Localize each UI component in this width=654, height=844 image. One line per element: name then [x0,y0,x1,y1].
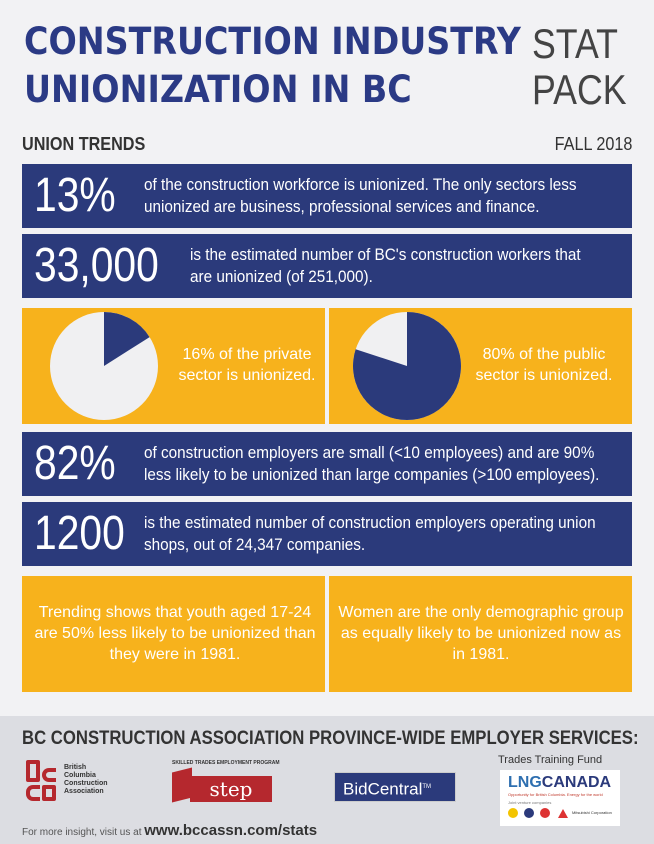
trades-training-fund-label: Trades Training Fund [498,754,603,766]
bcca-logo[interactable] [24,760,144,808]
section-subtitle: UNION TRENDS [22,134,146,154]
stat-band-union-shops [22,502,632,566]
season-label: FALL 2018 [554,134,632,154]
canada-text: CANADA [541,774,612,791]
bcca-logo-mark [24,760,60,808]
lng-canada-wordmark [508,774,611,792]
pie-panel-private [22,308,325,424]
step-logo-mark [172,768,192,803]
stat-big-number: 1200 [34,507,125,560]
mitsubishi-label: Mitsubishi Corporation [572,810,612,815]
step-logo-word: step [190,776,272,802]
visit-footer [22,822,317,839]
website-link[interactable]: www.bccassn.com/stats [144,822,318,839]
lng-canada-tagline: Opportunity for British Columbia. Energy for the world [508,792,603,797]
stat-pack-label-2: PACK [532,66,627,113]
title-line-2: UNIONIZATION IN BC [24,68,412,111]
stat-big-number: 82% [34,437,116,490]
petronas-icon [524,808,534,818]
pie-panel-public [329,308,632,424]
stat-description: of construction employers are small (<10 employees) and are 90% less likely to be unionized than large companies (>100 employees). [144,443,600,484]
footer-title: BC CONSTRUCTION ASSOCIATION PROVINCE-WIDE EMPLOYER SERVICES: [22,728,639,749]
bcca-text-line: Association [64,788,104,795]
stat-band-workforce [22,164,632,228]
fact-text-women: Women are the only demographic group as equally likely to be unionized now as in 1981. [338,604,624,663]
title-line-1: CONSTRUCTION INDUSTRY [24,20,521,63]
lng-jv-label: Joint venture companies [508,800,552,805]
pie-caption-private: 16% of the private sector is unionized. [178,346,316,384]
visit-prefix: For more insight, visit us at [22,827,142,838]
facts-section [22,576,632,692]
stat-description: is the estimated number of construction employers operating union shops, out of 24,347 companies. [144,513,596,554]
pie-chart-private [48,310,160,422]
stat-description: of the construction workforce is unionized. The only sectors less unionized are business, professional services and finance. [144,175,577,216]
stat-pack-label-1: STAT [532,20,618,67]
stat-band-workers [22,234,632,298]
pie-caption-public: 80% of the public sector is unionized. [475,346,613,384]
bidcentral-text-bid: Bid [343,779,368,799]
stat-description: is the estimated number of BC's construction workers that are unionized (of 251,000). [190,245,581,286]
fact-panel-youth [22,576,325,692]
lng-text: LNG [508,774,542,791]
step-logo-caption: SKILLED TRADES EMPLOYMENT PROGRAM [172,760,280,766]
bcca-logo-text [64,764,108,796]
bcca-text-line: British [64,764,87,771]
stat-big-number: 33,000 [34,239,159,292]
pie-chart-public [351,310,463,422]
footer [0,716,654,844]
fact-text-youth: Trending shows that youth aged 17-24 are 50% less likely to be unionized than they were in 1981. [34,604,316,663]
bcca-text-line: Construction [64,780,108,787]
bidcentral-text-central: Central [367,779,423,799]
step-logo[interactable] [172,760,282,808]
pie-section [22,308,632,424]
shell-icon [508,808,518,818]
fact-panel-women [329,576,632,692]
bidcentral-tm: TM [422,784,432,790]
petrochina-icon [540,808,550,818]
bcca-text-line: Columbia [64,772,96,779]
lng-canada-logo[interactable] [500,770,620,826]
bidcentral-logo[interactable] [334,772,456,802]
mitsubishi-icon [558,809,568,818]
stat-band-employers [22,432,632,496]
stat-big-number: 13% [34,169,116,222]
